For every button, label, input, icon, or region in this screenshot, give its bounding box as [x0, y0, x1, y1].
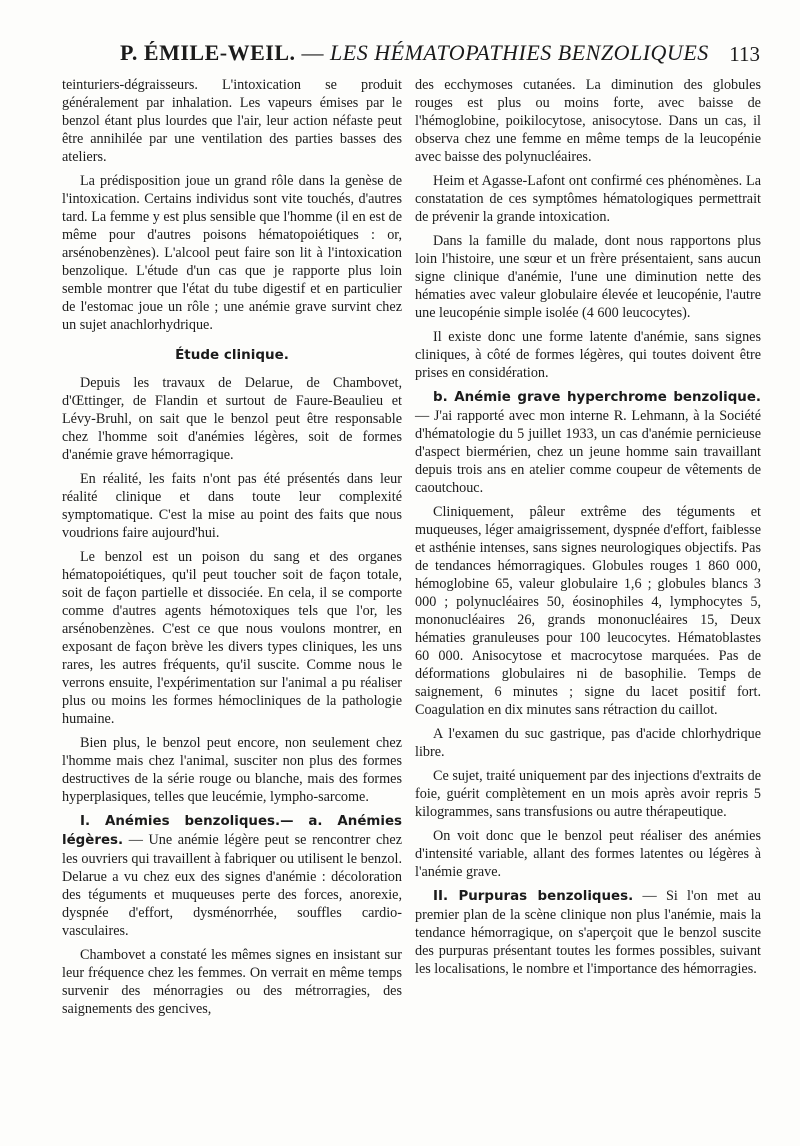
paragraph: On voit donc que le benzol peut réaliser des anémies d'intensité variable, allant des formes latentes ou légères à l'anémie grave.	[415, 828, 761, 880]
paragraph: Il existe donc une forme latente d'anémie, sans signes cliniques, à côté de formes légères, qui toutes doivent être prises en considération.	[415, 329, 761, 381]
paragraph: Bien plus, le benzol peut encore, non seulement chez l'homme mais chez l'animal, susciter non plus des formes destructives de la série rouge ou blanche, mais des formes hyperplasiques, telles que leucémie, lympho-sarcome.	[62, 735, 402, 805]
right-column	[415, 76, 761, 984]
paragraph	[415, 887, 761, 978]
subsection-lead: II. Purpuras benzoliques.	[433, 889, 634, 904]
running-head	[120, 40, 709, 66]
paragraph: A l'examen du suc gastrique, pas d'acide chlorhydrique libre.	[415, 726, 761, 760]
page-number: 113	[729, 42, 760, 66]
section-heading: Étude clinique.	[175, 347, 289, 363]
paragraph: teinturiers-dégraisseurs. L'intoxication se produit généralement par inhalation. Les vapeurs émises par le benzol étant plus lourdes que l'air, leur action néfaste peut être annihilée par une ventilation des parties basses des ateliers.	[62, 77, 402, 165]
paragraph: Depuis les travaux de Delarue, de Chambovet, d'Œttinger, de Flandin et surtout de Faure-Beaulieu et Lévy-Bruhl, on sait que le benzol peut être responsable chez l'homme soit d'anémies légères, soit de formes d'anémie grave hémorragique.	[62, 375, 402, 463]
paragraph: Chambovet a constaté les mêmes signes en insistant sur leur fréquence chez les femmes. On verrait en même temps survenir des ménorragies ou des métrorragies, des saignements des gencives,	[62, 947, 402, 1017]
running-head-title: LES HÉMATOPATHIES BENZOLIQUES	[330, 40, 709, 65]
subsection-lead: b. Anémie grave hyperchrome benzolique.	[433, 390, 761, 405]
running-head-dash: —	[295, 40, 331, 65]
paragraph	[62, 812, 402, 940]
running-head-author: P. ÉMILE-WEIL.	[120, 40, 296, 65]
paragraph: Ce sujet, traité uniquement par des injections d'extraits de foie, guérit complètement en un mois après avoir repris 5 kilogrammes, sans transfusions ou autre thérapeutique.	[415, 768, 761, 820]
subsection-lead: I. Anémies benzoliques.— a. Anémies légères.	[62, 814, 402, 848]
paragraph-text: — Si l'on met au premier plan de la scène clinique non plus l'anémie, mais la tendance hémorragique, on s'aperçoit que le benzol suscite des purpuras présentant toutes les formes possibles, suivant les localisations, le nombre et l'importance des hémorragies.	[415, 888, 761, 977]
paragraph: des ecchymoses cutanées. La diminution des globules rouges est plus ou moins forte, avec baisse de l'hémoglobine, poikilocytose, anisocytose. Dans un cas, il observa chez une femme en même temps de la leucopénie avec baisse des polynucléaires.	[415, 77, 761, 165]
paragraph: En réalité, les faits n'ont pas été présentés dans leur réalité clinique et dans toute leur complexité symptomatique. C'est la mise au point des faits que nous voudrions faire aujourd'hui.	[62, 471, 402, 541]
paragraph: Le benzol est un poison du sang et des organes hématopoiétiques, qu'il peut toucher soit de façon totale, soit de façon partielle et dissociée. En cela, il se comporte comme d'autres agents hémotoxiques tels que l'or, les arsénobenzènes. C'est ce que nous voulons montrer, en exposant de façon brève les divers types cliniques, les uns rares, les autres fréquents, qu'il suscite. Comme nous le verrons ensuite, l'expérimentation sur l'animal a pu réaliser plus ou moins les formes hémocliniques de la pathologie humaine.	[62, 549, 402, 727]
paragraph: Cliniquement, pâleur extrême des téguments et muqueuses, léger amaigrissement, dyspnée d'effort, faiblesse et asthénie intenses, sans signes neurologiques objectifs. Pas de tendances hémorragiques. Globules rouges 1 860 000, hémoglobine 65, valeur globulaire 1,6 ; globules blancs 3 000 ; polynucléaires 50, éosinophiles 4, lymphocytes 5, mononucléaires 26, grands mononucléaires 15, Deux hématies granuleuses pour 100 leucocytes. Hématoblastes 60 000. Anisocytose et macrocytose marquées. Pas de déformations globulaires ni de basophilie. Temps de saignement, 6 minutes ; signe du lacet positif fort. Coagulation en dix minutes sans rétraction du caillot.	[415, 504, 761, 718]
paragraph	[415, 388, 761, 497]
paragraph: Heim et Agasse-Lafont ont confirmé ces phénomènes. La constatation de ces symptômes hématologiques permettrait de prévenir la grande intoxication.	[415, 173, 761, 225]
paragraph: Dans la famille du malade, dont nous rapportons plus loin l'histoire, une sœur et un frère présentaient, sans aucun signe clinique d'anémie, l'une une diminution nette des hématies avec valeur globulaire élevée et leucopénie, l'autre une leucopénie simple isolée (4 600 leucocytes).	[415, 233, 761, 321]
paragraph: La prédisposition joue un grand rôle dans la genèse de l'intoxication. Certains individus sont vite touchés, d'autres tard. La femme y est plus sensible que l'homme (il en est de même pour d'autres poisons hématopoiétiques : or, arsénobenzènes). L'alcool peut faire son lit à l'intoxication benzolique. L'étude d'un cas que je rapporte plus loin semble montrer que l'état du tube digestif et en particulier de l'estomac joue un rôle ; une anémie grave survint chez un sujet anachlorhydrique.	[62, 173, 402, 333]
page-header	[60, 40, 760, 70]
left-column	[62, 76, 402, 1024]
paragraph-text: — Une anémie légère peut se rencontrer chez les ouvriers qui travaillent à fabriquer ou utilisent le benzol. Delarue a vu chez eux des signes d'anémie : décoloration des téguments et muqueuses perte des forces, anorexie, dyspnée d'effort, dysménorrhée, souffles cardio-vasculaires.	[62, 832, 402, 939]
paragraph-text: — J'ai rapporté avec mon interne R. Lehmann, à la Société d'hématologie du 5 juillet 1933, un cas d'anémie pernicieuse d'aspect biermérien, chez un jeune homme sain travaillant depuis trois ans en atelier comme coupeur de vêtements de caoutchouc.	[415, 408, 761, 496]
